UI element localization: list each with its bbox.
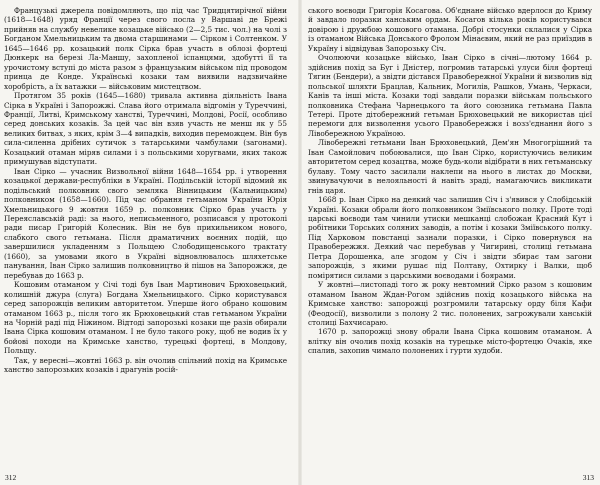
left-page xyxy=(4,6,290,472)
paragraph: У жовтні—листопаді того ж року невтомний Сірко разом з кошовим отаманом Іваном Ждан-Рогом здійснив похід козацького війська на Кримське ханство: запорожці розгромили татарську орду біля Кафи (Феодосії), визволили з полону 2 тис. полонених, загрожували ханській столиці Бахчисараю. xyxy=(308,280,592,327)
page-number-right: 313 xyxy=(582,473,594,482)
right-page xyxy=(308,6,594,472)
paragraph: Іван Сірко — учасник Визвольної війни 1648—1654 рр. і утворення козацької держави-республіки в Україні. Подільській історії відомий як подільський полковник свого земляка Вінницьким (Кальницьким) полковником (1658—1660). Під час обрання гетьманом України Юрія Хмельницького 9 жовтня 1659 р. полковник Сірко брав участь у Переяславській раді: за нього, неписьменного, розписався у протоколі ради писар Григорій Колесник. Він не був прихильником нового, слабкого свого гетьмана. Після драматичних воєнних подій, що завершилися укладенням з Польщею Слободищенського трактату (1660), за умовами якого в Україні відновлювалось шляхетське панування, Іван Сірко залишив полковництво й пішов на Запорожжя, де перебував до 1663 р. xyxy=(4,166,287,280)
paragraph: ського воєводи Григорія Косагова. Об'єднане військо вдерлося до Криму й завдало поразки ханським ордам. Косагов кілька років користувався довірою і дружбою кошового отамана. Добрі стосунки склалися у Сірка із отаманом Війська Донського Фролом Мінаєвим, який не раз приїздив в Україну і відвідував Запорозьку Січ. xyxy=(308,6,592,53)
paragraph: Очолюючи козацьке військо, Іван Сірко в січні—лютому 1664 р. здійснив похід за Буг і Дністер, погромив татарські улуси біля фортеці Тягин (Бендери), а звідти дістався Правобережної України й визволив від польської шляхти Брацлав, Кальник, Могилів, Рашков, Умань, Черкаси, Канів та інші міста. Козаки тоді завдали поразки військам польського полковника Стефана Чарнецького та його союзника гетьмана Павла Тетері. Проте дітобережний гетьман Брюховецький не використав цієї перемоги для визволення усього Правобережжя і возз'єднання його з Лівобережною Україною. xyxy=(308,53,592,138)
paragraph: 1670 р. запорожці знову обрали Івана Сірка кошовим отаманом. А влітку він очолив похід козаків на турецьке місто-фортецю Очаків, яке спалив, захопив чимало полонених і гурти худоби. xyxy=(308,327,592,356)
book-gutter xyxy=(298,0,302,485)
paragraph: Французькі джерела повідомляють, що під час Тридцятирічної війни (1618—1648) уряд Франції через свого посла у Варшаві де Брежі прийняв на службу невелике козацьке військо (2—2,5 тис. чол.) на чолі з Богданом Хмельницьким та двома старшинами — Сірком і Солтенком. У 1645—1646 рр. козацький полк Сірка брав участь в облозі фортеці Дюнкерк на березі Ла-Маншу, захопленої іспанцями, здобутті її та урочистому вступі до міста разом з французьким військом під проводом принца де Конде. Українські козаки там виявили надзвичайне хоробрість, а їх ватажки — військовим мистецтвом. xyxy=(4,6,287,91)
page-number-left: 312 xyxy=(5,473,17,482)
paragraph: Протягом 35 років (1645—1680) тривала активна діяльність Івана Сірка в Україні і Запорожжі. Слава його отримала відгомін у Туреччині, Франції, Литві, Кримському ханстві, Туреччині, Молдові, Росії, особливо серед донських козаків. За цей час він взяв участь не менш як у 55 великих битвах, з яких, крім 3—4 випадків, виходив переможцем. Він був сила-силенна дрібних сутичок з татарськими чамбулами (загонами). Козацький отаман міряв силами і з польськими хоругвами, яких також примушував відступати. xyxy=(4,91,287,167)
paragraph: Лівобережні гетьмани Іван Брюховецький, Дем'ян Многогрішний та Іван Самойлович побоювалися, що Іван Сірко, користуючись великим авторитетом серед козацтва, може будь-коли відібрати в них гетьманську булаву. Тому часто засилали наклепи на нього в листах до Москви, звинувачуючи в нелояльності й навіть зраді, намагаючись викликати гнів царя. xyxy=(308,138,592,195)
paragraph: 1668 р. Іван Сірко на деякий час залишив Січ і з'явився у Слобідській Україні. Козаки обрали його полковником Зміївського полку. Проте тоді царські воєводи там чинили утиски мешканці слобожан Красний Кут і робітники Торських соляних заводів, а потім і козаки Зміївського полку. Під Харковом повстанці зазнали поразки, і Сірко повернувся на Правобережжя. Деякий час перебував у Чигирині, столиці гетьмана Петра Дорошенка, але згодом у Січ і звідти збирає там загони запорожців, з якими рушає під Полтаву, Охтирку і Валки, щоб помірятися силами з царськими воєводами і боярами. xyxy=(308,195,592,280)
paragraph: Так, у вересні—жовтні 1663 р. він очолив спільний похід на Кримське ханство запорозьких козаків і драгунів росій- xyxy=(4,355,287,375)
paragraph: Кошовим отаманом у Січі тоді був Іван Мартинович Брюховецький, колишній джура (слуга) Богдана Хмельницького. Сірко користувався серед запорожців великим авторитетом. Уперше його обрано кошовим отаманом 1663 р., після того як Брюховецький став гетьманом України на Чорній раді під Ніжином. Відтоді запорозькі козаки ще разів обирали Івана Сірка кошовим отаманом. І не було такого року, щоб не водив їх у бойові походи на Кримське ханство, турецькі фортеці, в Молдову, Польщу. xyxy=(4,280,287,356)
